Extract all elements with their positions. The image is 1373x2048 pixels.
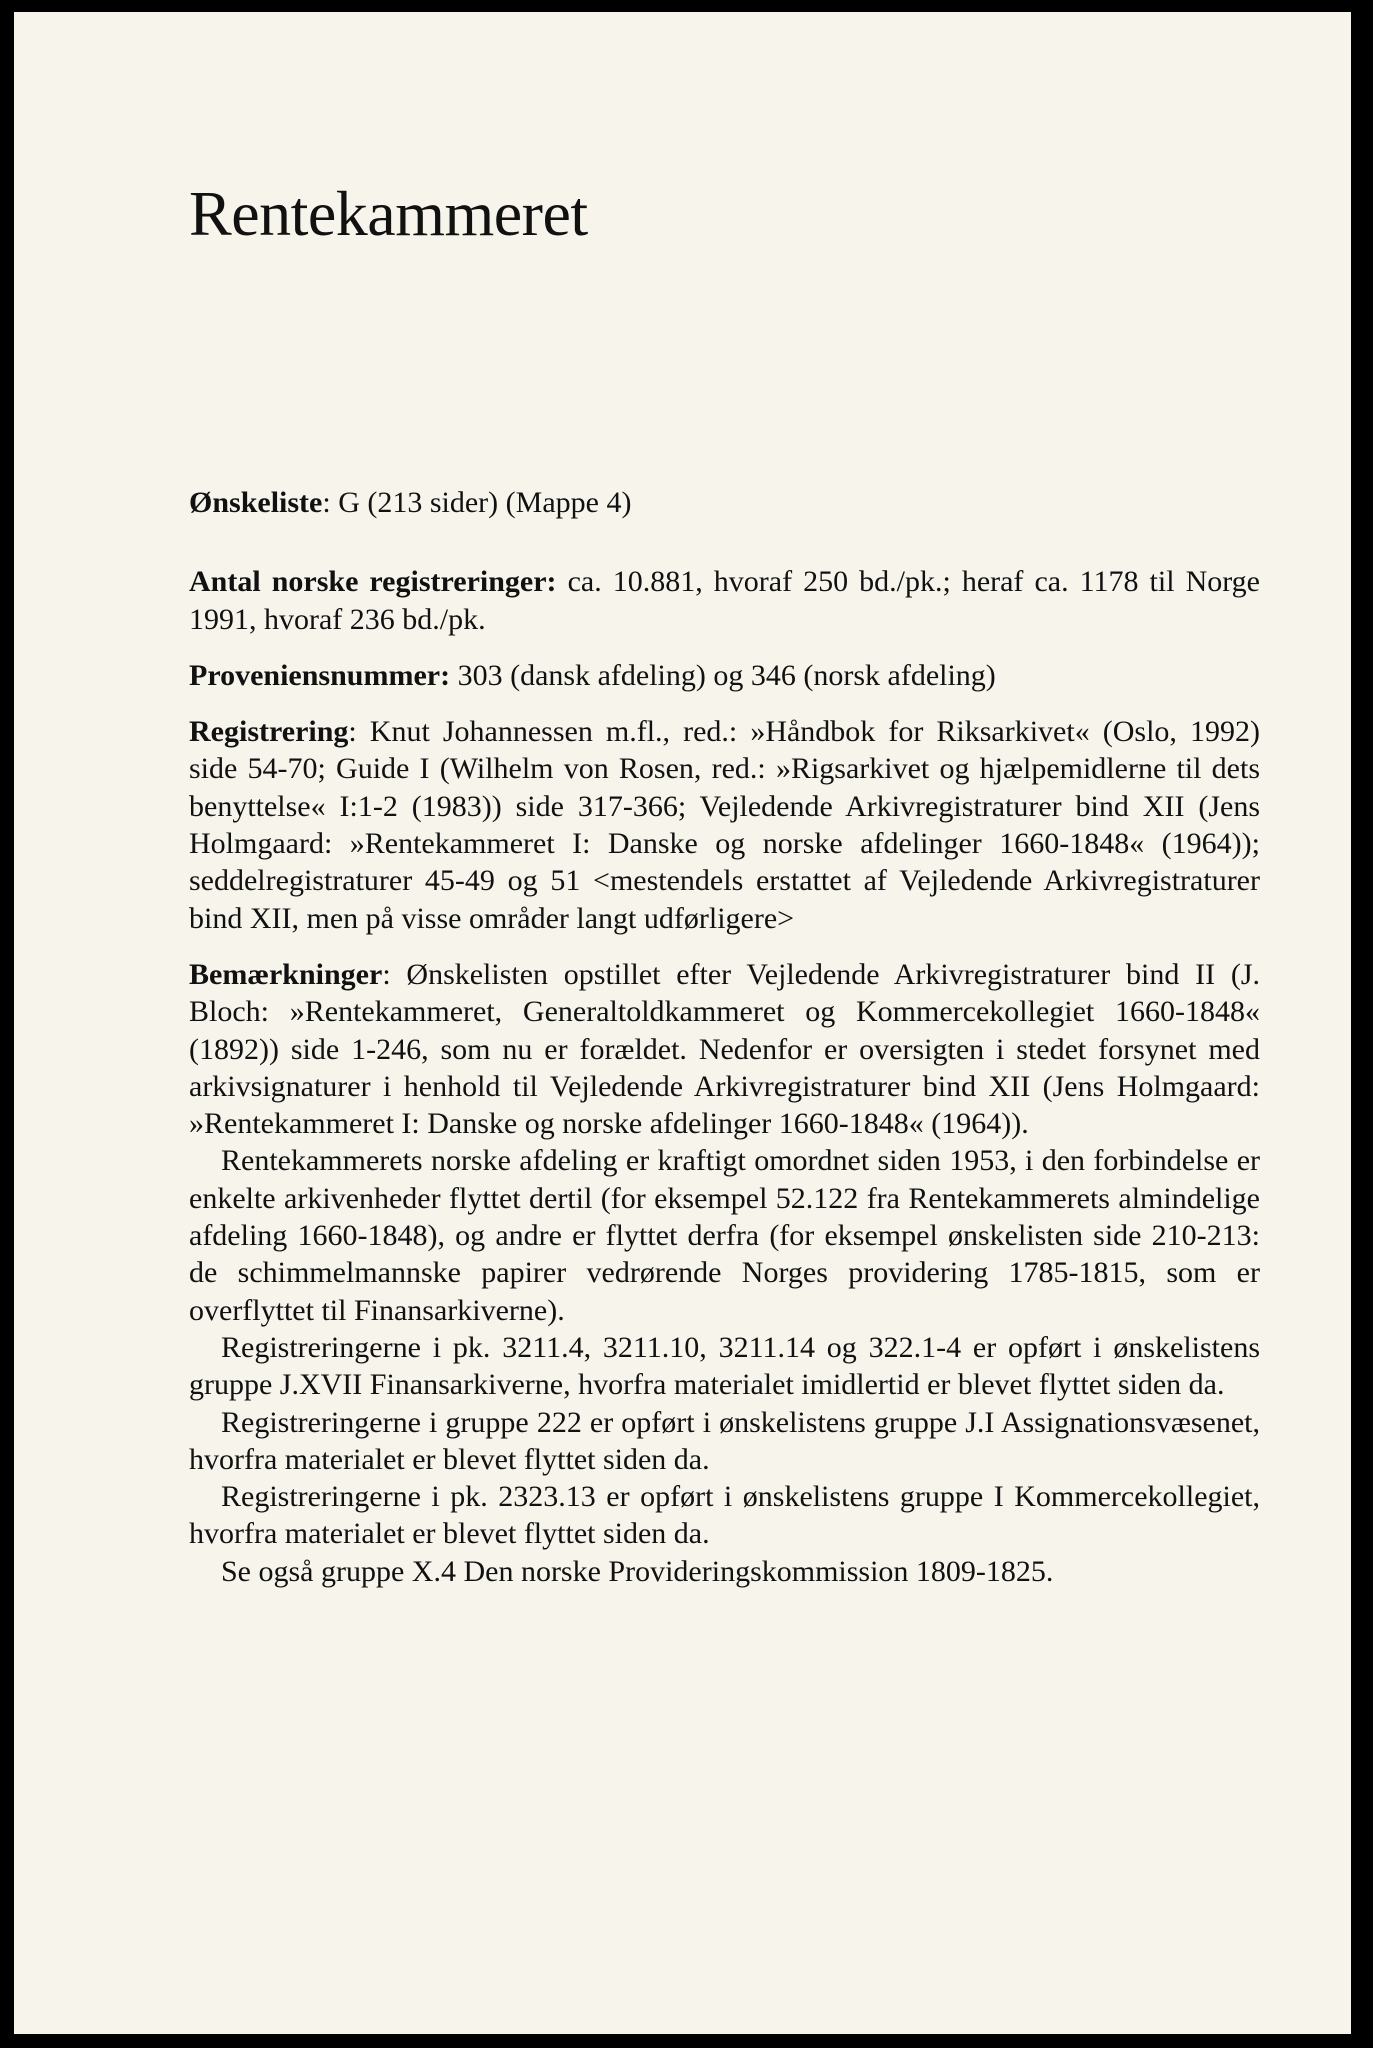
bemaerkninger-text: : Ønskelisten opstillet efter Vejledende Arkivregistraturer bind II (J. Bloch: »Rentekammeret, Generaltoldkammeret og Kommercekollegiet 1660-1848« (1892)) side 1-246, som nu er forældet. Nedenfor er oversigten i stedet forsynet med arkivsignaturer i henhold til Vejledende Arkivregistraturer bind XII (Jens Holmgaard: »Rentekammeret I: Danske og norske afdelinger 1660-1848« (1964)). xyxy=(189,957,1260,1141)
antal-entry xyxy=(189,563,1260,638)
onskeliste-label: Ønskeliste xyxy=(189,486,323,519)
paragraph: Registreringerne i pk. 2323.13 er opført i ønskelistens gruppe I Kommercekollegiet, hvorfra materialet er blevet flyttet siden da. xyxy=(189,1480,1260,1551)
proveniens-entry xyxy=(189,657,1260,694)
antal-label: Antal norske registreringer: xyxy=(189,565,557,599)
bemaerkninger-entry xyxy=(189,956,1260,1142)
registrering-entry xyxy=(189,713,1260,937)
document-body xyxy=(189,484,1260,1590)
onskeliste-entry xyxy=(189,484,1260,521)
paragraph: Se også gruppe X.4 Den norske Provideringskommission 1809-1825. xyxy=(221,1554,1054,1588)
antal-text: ca. 10.881, hvoraf 250 bd./pk.; heraf ca. 1178 til Norge 1991, hvoraf 236 bd./pk. xyxy=(189,565,1260,636)
paragraph: Registreringerne i gruppe 222 er opført i ønskelistens gruppe J.I Assignationsvæsenet, hvorfra materialet er blevet flyttet siden da. xyxy=(189,1405,1260,1476)
proveniens-label: Proveniensnummer: xyxy=(189,658,451,692)
onskeliste-text: : G (213 sider) (Mappe 4) xyxy=(322,486,632,519)
paragraph: Registreringerne i pk. 3211.4, 3211.10, 3211.14 og 322.1-4 er opført i ønskelistens gruppe J.XVII Finansarkiverne, hvorfra materialet imidlertid er blevet flyttet siden da. xyxy=(189,1330,1260,1402)
paragraph: Rentekammerets norske afdeling er kraftigt omordnet siden 1953, i den forbindelse er enkelte arkivenheder flyttet dertil (for eksempel 52.122 fra Rentekammerets almindelige afdeling 1660-1848), og andre er flyttet derfra (for eksempel ønskelisten side 210-213: de schimmelmannske papirer vedrørende Norges providering 1785-1815, som er overflyttet til Finansarkiverne). xyxy=(189,1144,1260,1327)
proveniens-text: 303 (dansk afdeling) og 346 (norsk afdeling) xyxy=(450,658,996,692)
registrering-text: : Knut Johannessen m.fl., red.: »Håndbok for Riksarkivet« (Oslo, 1992) side 54-70; Guide I (Wilhelm von Rosen, red.: »Rigsarkivet og hjælpemidlerne til dets benyttelse« I:1-2 (1983)) side 317-366; Vejledende Arkivregistraturer bind XII (Jens Holmgaard: »Rentekammeret I: Danske og norske afdelinger 1660-1848« (1964)); seddelregistraturer 45-49 og 51 <mestendels erstattet af Vejledende Arkivregistraturer bind XII, men på visse områder langt udførligere> xyxy=(189,715,1260,935)
registrering-label: Registrering xyxy=(189,715,349,749)
bemaerkninger-label: Bemærkninger xyxy=(189,957,383,991)
page-title: Rentekammeret xyxy=(189,178,588,249)
document-page xyxy=(14,12,1351,2034)
